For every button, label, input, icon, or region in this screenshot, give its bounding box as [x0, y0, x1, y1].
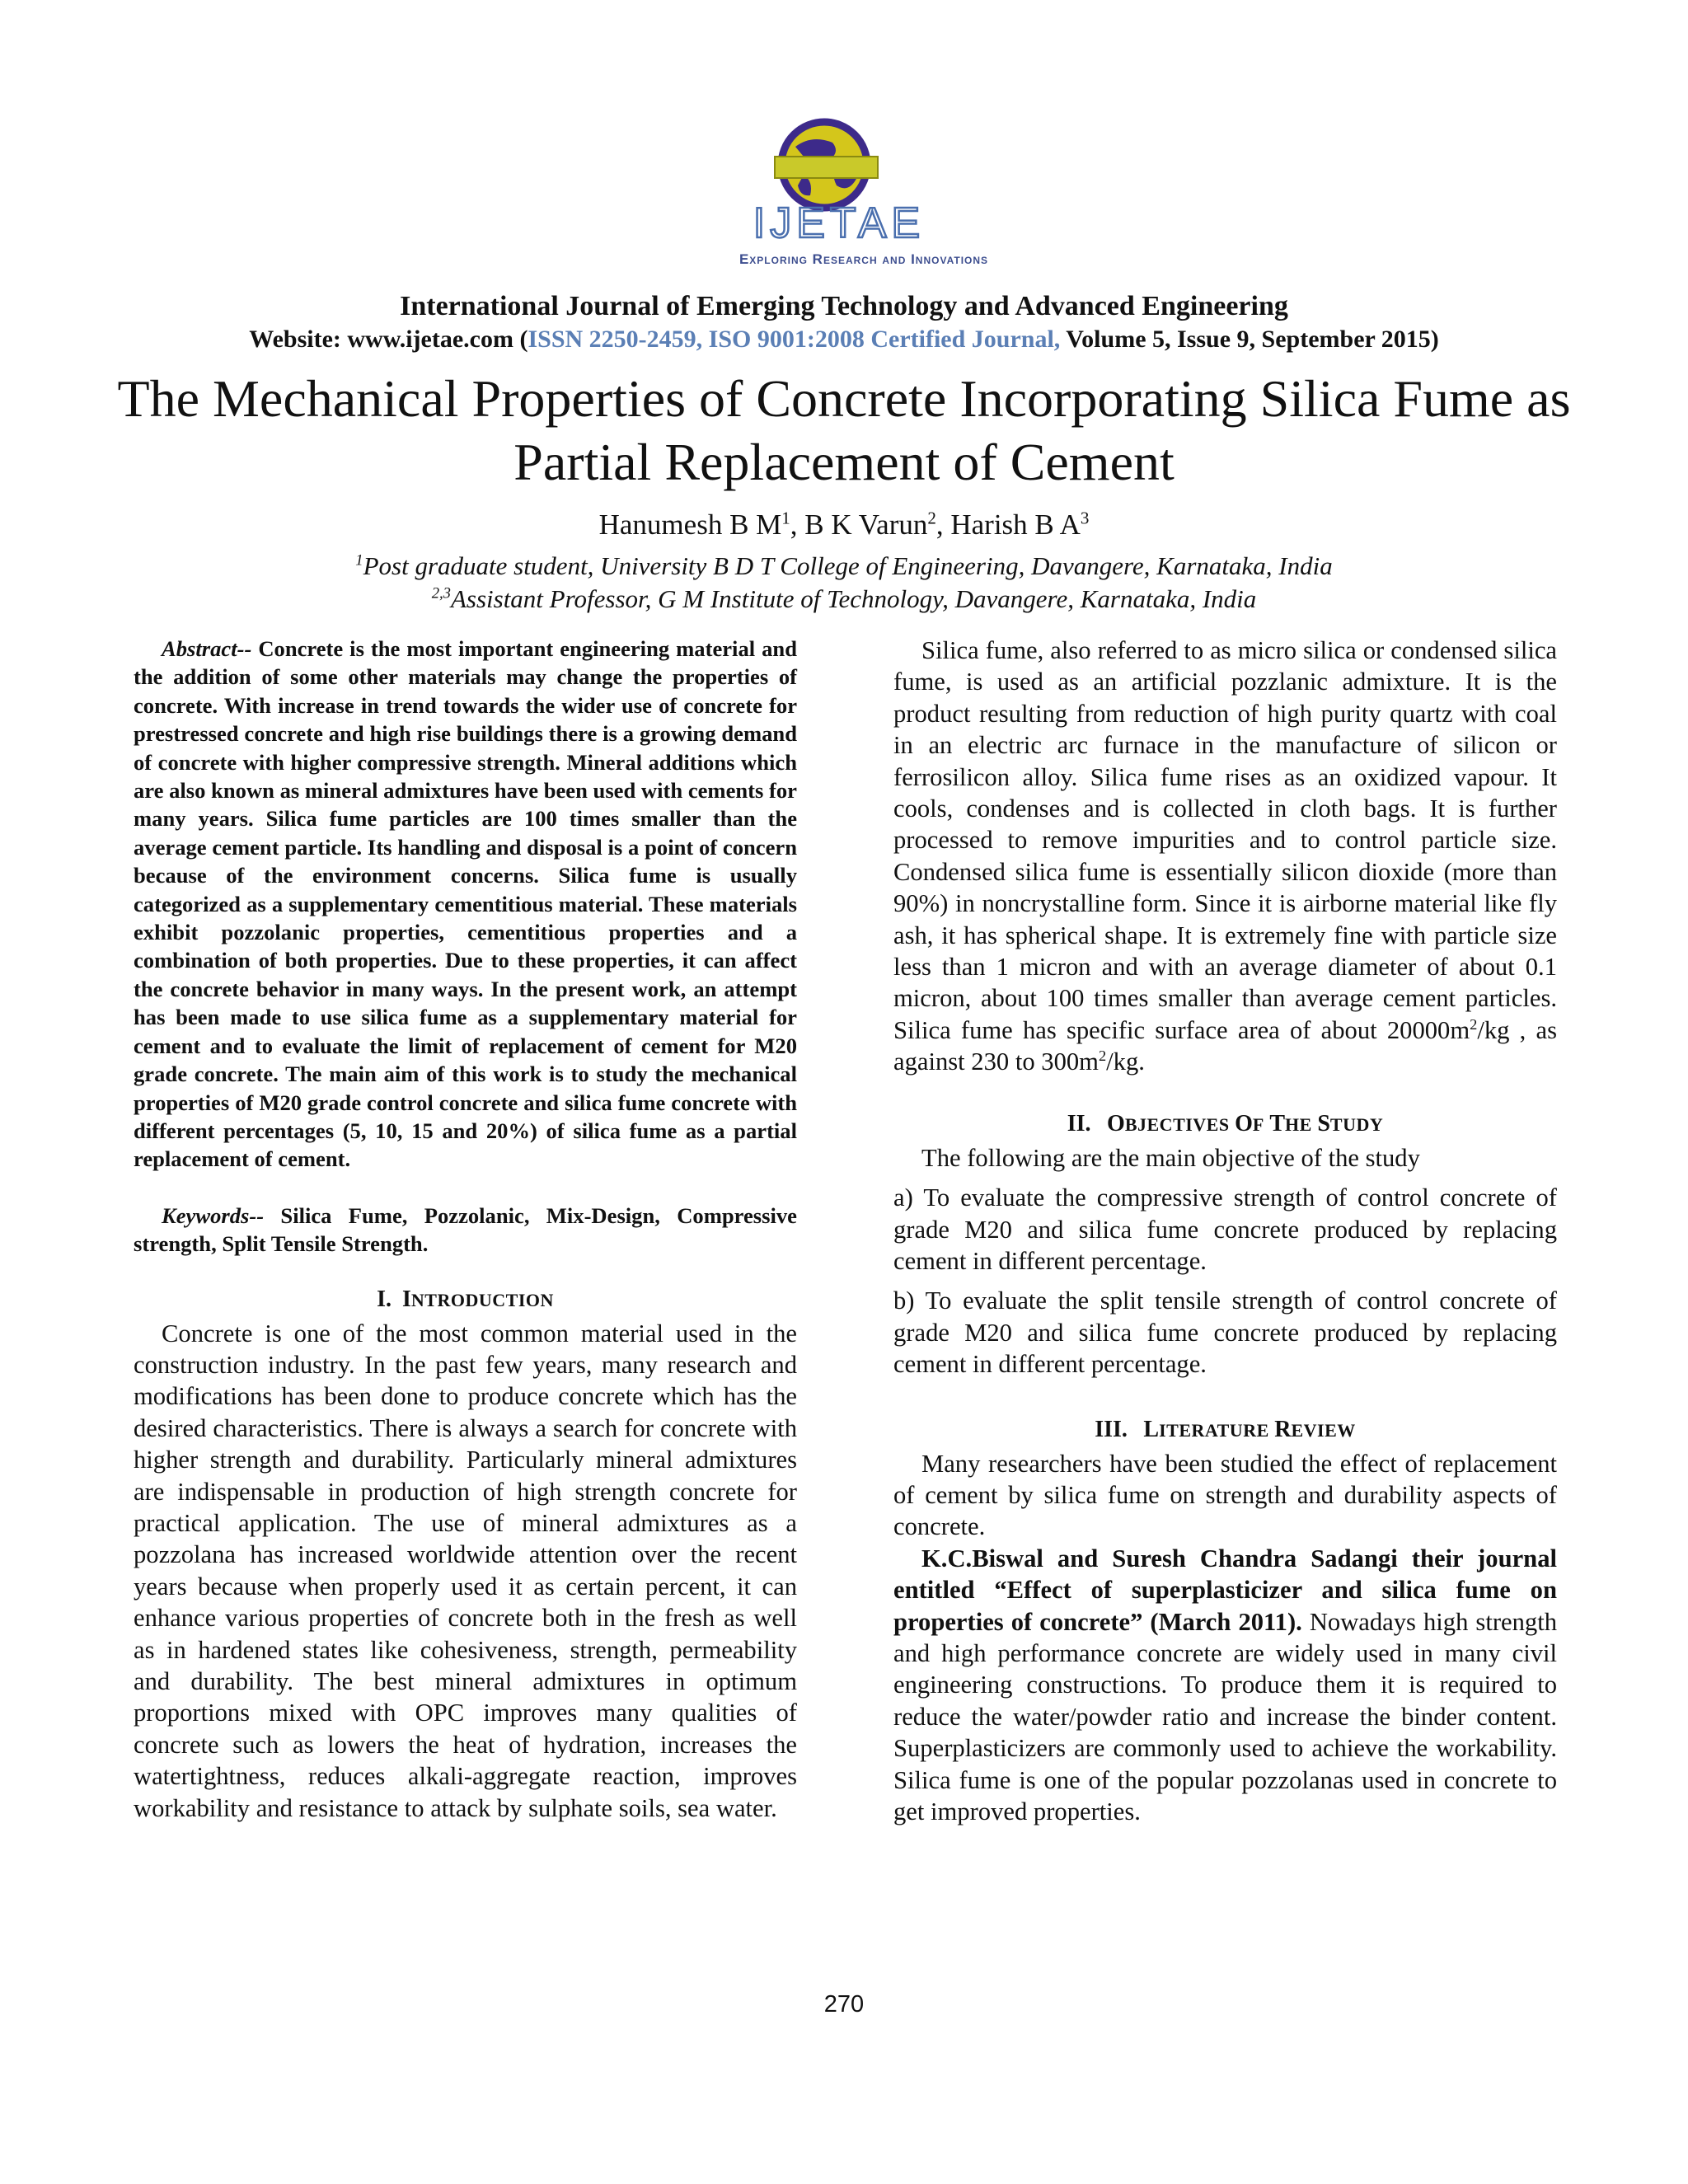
- introduction-paragraph: Concrete is one of the most common material used in the construction industry. In the past few years, many research and modifications has been done to produce concrete which has the desired characteristics. There is always a search for concrete with higher strength and durability. Particularly mineral admixtures are indispensable in production of high strength concrete for practical application. The use of mineral admixtures as a pozzolana has increased worldwide attention over the recent years because when properly used it as certain percent, it can enhance various properties of concrete both in the fresh as well as in hardened states like cohesiveness, strength, permeability and durability. The best mineral admixtures in optimum proportions mixed with OPC improves many qualities of concrete such as lowers the heat of hydration, increases the watertightness, reduces alkali-aggregate reaction, improves workability and resistance to attack by sulphate soils, sea water.: [134, 1319, 797, 1822]
- heading-initial: S: [1317, 1110, 1330, 1137]
- author-sup: 3: [1080, 508, 1090, 528]
- issn-certification: ISSN 2250-2459, ISO 9001:2008 Certified Journal,: [528, 326, 1061, 353]
- affiliation-text: Post graduate student, University B D T College of Engineering, Davangere, Karnataka, India: [363, 551, 1333, 580]
- heading-rest: EVIEW: [1291, 1419, 1356, 1441]
- heading-rest: TUDY: [1329, 1113, 1384, 1135]
- literature-paragraph-2: [893, 1543, 1557, 1828]
- ijetae-logo: [0, 107, 1688, 272]
- heading-initial: T: [1269, 1110, 1286, 1137]
- reference-citation: K.C.Biswal and Suresh Chandra Sadangi their journal entitled “Effect of superplasticizer and silica fume on properties of concrete” (March 2011).: [893, 1544, 1557, 1636]
- author-sup: 1: [781, 508, 790, 528]
- superscript: 2: [1470, 1015, 1478, 1033]
- objectives-intro: The following are the main objective of the study: [921, 1143, 1420, 1172]
- website-prefix: Website: www.ijetae.com (: [249, 326, 528, 353]
- heading-rest: BJECTIVES: [1124, 1113, 1230, 1135]
- journal-website-line: [0, 323, 1688, 356]
- affiliation-1: [0, 551, 1688, 582]
- objective-item: a) To evaluate the compressive strength of control concrete of grade M20 and silica fume concrete produced by replacing cement in different percentage.: [893, 1183, 1557, 1275]
- author-name: Harish B A: [950, 509, 1081, 541]
- heading-initial: L: [1143, 1416, 1160, 1442]
- paragraph-text: Nowadays high strength and high performance concrete are widely used in many civil engineering constructions. To produce them it is required to reduce the water/powder ratio and increase the binder content. Superplasticizers are commonly used to achieve the workability. Silica fume is one of the popular pozzolanas used in concrete to get improved properties.: [893, 1607, 1557, 1825]
- paragraph-text: /kg.: [1106, 1047, 1145, 1076]
- section-heading-literature-review: [893, 1417, 1557, 1443]
- heading-rest: NTRODUCTION: [410, 1289, 554, 1310]
- author-sep: ,: [935, 509, 951, 541]
- silica-fume-paragraph: [893, 635, 1557, 1078]
- heading-initial: R: [1274, 1416, 1292, 1442]
- abstract-label: Abstract--: [162, 636, 252, 661]
- logo-text: IJETAE: [753, 199, 926, 247]
- author-sep: ,: [790, 509, 805, 541]
- objective-item: b) To evaluate the split tensile strength of control concrete of grade M20 and silica fume concrete produced by replacing cement in different percentage.: [893, 1286, 1557, 1379]
- journal-name: International Journal of Emerging Technology and Advanced Engineering: [400, 291, 1288, 321]
- affiliation-sup: 1: [355, 551, 363, 569]
- affiliation-text: Assistant Professor, G M Institute of Technology, Davangere, Karnataka, India: [450, 584, 1257, 613]
- heading-initial: I: [402, 1286, 411, 1312]
- keywords-text: Silica Fume, Pozzolanic, Mix-Design, Compressive strength, Split Tensile Strength.: [134, 1202, 797, 1257]
- volume-issue: Volume 5, Issue 9, September 2015): [1060, 326, 1439, 353]
- affiliation-2: [0, 583, 1688, 615]
- heading-rest: HE: [1285, 1113, 1312, 1135]
- page-number: 270: [823, 1991, 865, 2018]
- heading-initial: O: [1107, 1110, 1125, 1137]
- affiliation-sup: 2,3: [431, 584, 451, 602]
- left-column: [134, 635, 797, 1824]
- section-number: I.: [377, 1286, 392, 1312]
- heading-rest: ITERATURE: [1159, 1419, 1269, 1441]
- abstract-text: Concrete is the most important engineering material and the addition of some other materials may change the properties of concrete. With increase in trend towards the wider use of concrete for prestressed concrete and high rise buildings there is a growing demand of concrete with higher compressive strength. Mineral additions which are also known as mineral admixtures have been used with cements for many years. Silica fume particles are 100 times smaller than the average cement particle. Its handling and disposal is a point of concern because of the environment concerns. Silica fume is usually categorized as a supplementary cementitious material. These materials exhibit pozzolanic properties, cementitious properties and a combination of both properties. Due to these properties, it can affect the concrete behavior in many ways. In the present work, an attempt has been made to use silica fume as a supplementary material for cement and to evaluate the limit of replacement of cement for M20 grade concrete. The main aim of this work is to study the mechanical properties of M20 grade control concrete and silica fume concrete with different percentages (5, 10, 15 and 20%) of silica fume as a partial replacement of cement.: [134, 636, 797, 1172]
- globe-icon: [775, 122, 878, 208]
- right-column: [893, 635, 1557, 1827]
- literature-paragraph-1: Many researchers have been studied the effect of replacement of cement by silica fume on strength and durability aspects of concrete.: [893, 1449, 1557, 1541]
- section-number: II.: [1067, 1110, 1091, 1137]
- section-heading-introduction: [134, 1286, 797, 1313]
- keywords: [134, 1202, 797, 1258]
- section-heading-objectives: [893, 1111, 1557, 1137]
- section-number: III.: [1095, 1416, 1128, 1442]
- heading-initial: O: [1235, 1110, 1253, 1137]
- logo-tagline: Exploring Research and Innovations: [738, 251, 989, 267]
- author-name: B K Varun: [804, 509, 928, 541]
- paper-title: The Mechanical Properties of Concrete Incorporating Silica Fume as Partial Replacement of Cement: [117, 369, 1571, 491]
- author-list: [0, 507, 1688, 543]
- superscript: 2: [1098, 1047, 1107, 1065]
- abstract: [134, 635, 797, 1174]
- keywords-label: Keywords--: [162, 1202, 265, 1228]
- author-name: Hanumesh B M: [598, 509, 782, 541]
- paragraph-text: Silica fume, also referred to as micro silica or condensed silica fume, is used as an artificial pozzlanic admixture. It is the product resulting from reduction of high purity quartz with coal in an electric arc furnace in the manufacture of silicon or ferrosilicon alloy. Silica fume rises as an oxidized vapour. It cools, condenses and is collected in cloth bags. It is further processed to remove impurities and to control particle size. Condensed silica fume is essentially silicon dioxide (more than 90%) in noncrystalline form. Since it is airborne material like fly ash, it has spherical shape. It is extremely fine with particle size less than 1 micron and with an average diameter of about 0.1 micron, about 100 times smaller than average cement particles. Silica fume has specific surface area of about 20000m: [893, 636, 1557, 1044]
- heading-rest: F: [1252, 1113, 1264, 1135]
- author-sup: 2: [927, 508, 936, 528]
- paragraph-text: /kg , as against 230 to 300m: [893, 1015, 1558, 1076]
